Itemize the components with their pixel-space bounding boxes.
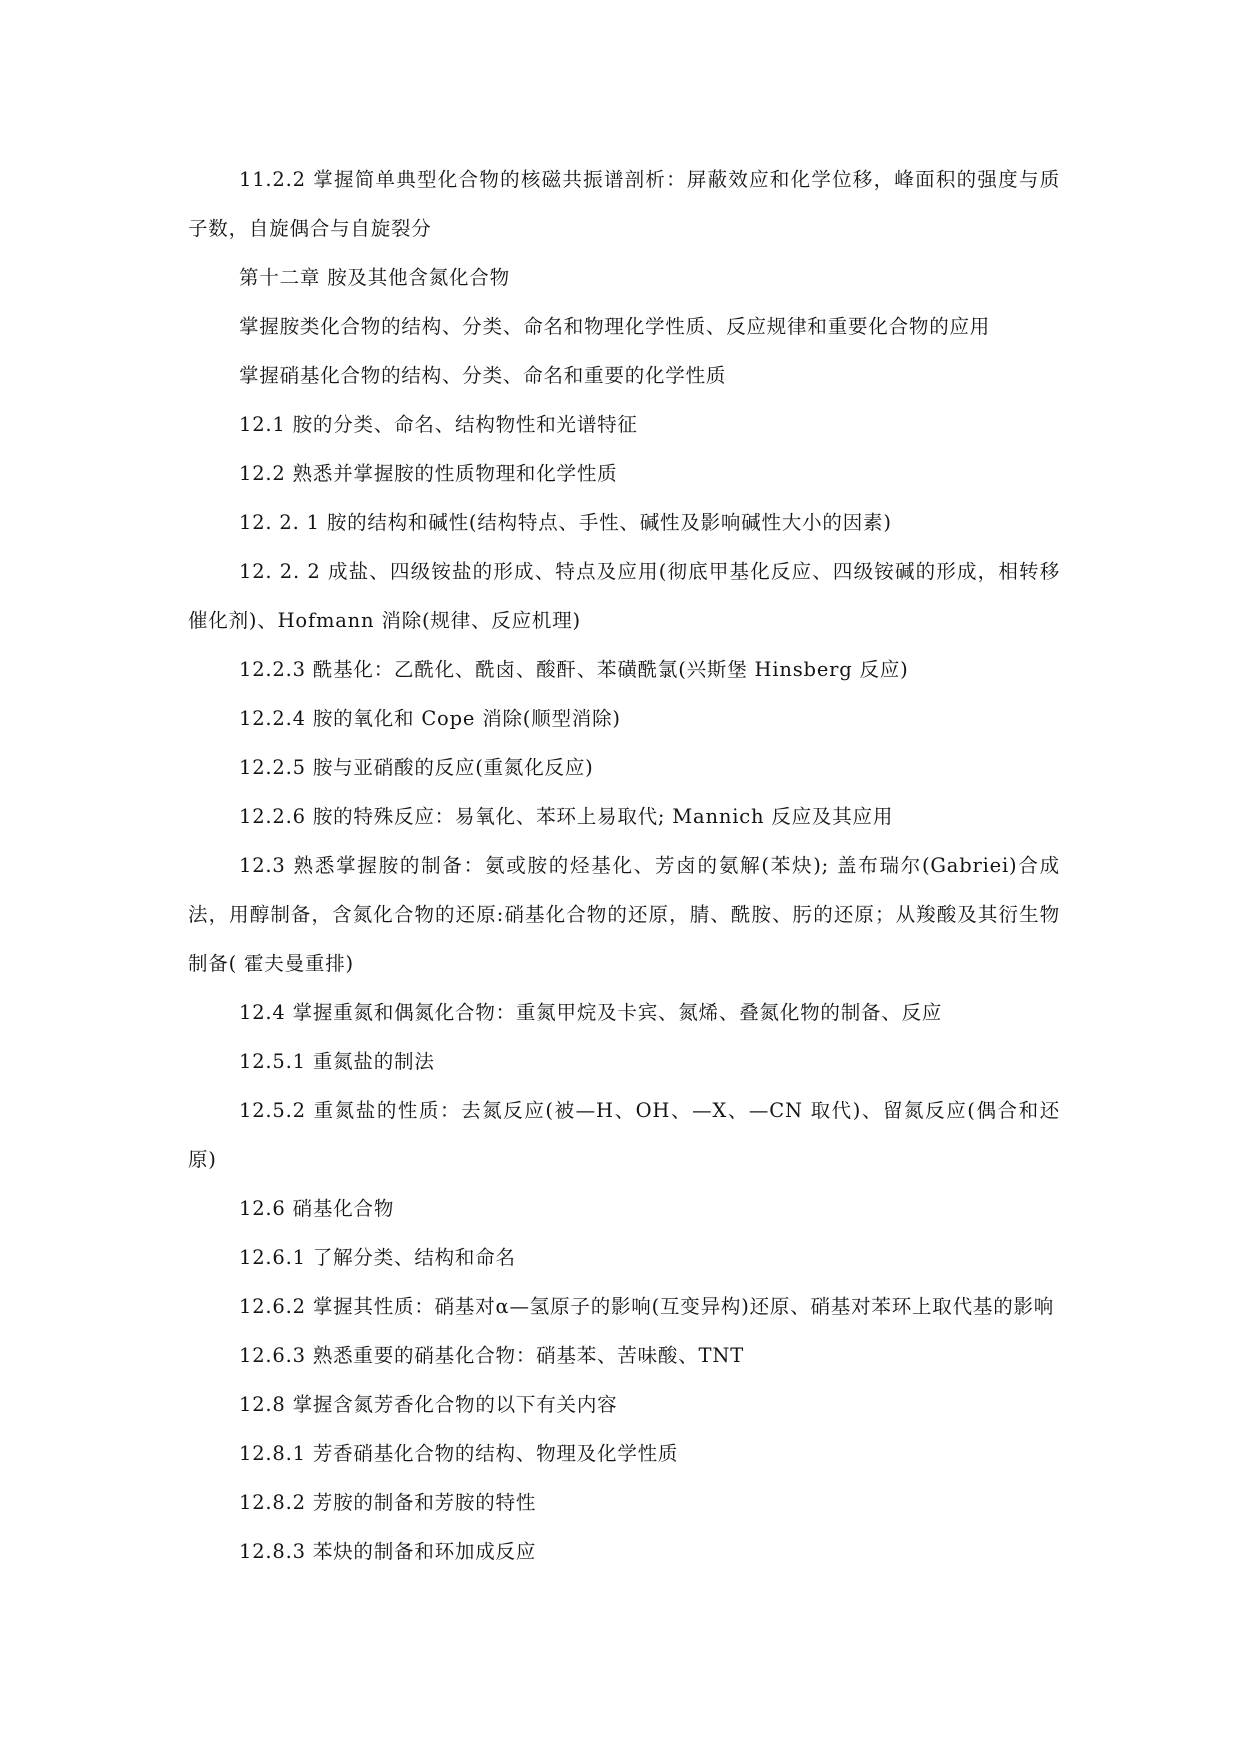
section-12-4: 12.4 掌握重氮和偶氮化合物：重氮甲烷及卡宾、氮烯、叠氮化物的制备、反应: [239, 1001, 943, 1024]
section-12-6-1: 12.6.1 了解分类、结构和命名: [239, 1246, 516, 1269]
document-body: [188, 155, 1060, 1576]
section-12-8-3: 12.8.3 苯炔的制备和环加成反应: [239, 1540, 537, 1563]
section-12-2-6: 12.2.6 胺的特殊反应：易氧化、苯环上易取代; Mannich 反应及其应用: [239, 805, 894, 828]
section-12-5-1: 12.5.1 重氮盐的制法: [239, 1050, 435, 1073]
section-12-1: 12.1 胺的分类、命名、结构物性和光谱特征: [239, 413, 638, 436]
section-12-2-1: 12. 2. 1 胺的结构和碱性(结构特点、手性、碱性及影响碱性大小的因素): [239, 511, 892, 534]
section-12-2-3: 12.2.3 酰基化：乙酰化、酰卤、酸酐、苯磺酰氯(兴斯堡 Hinsberg 反应): [239, 658, 909, 681]
section-12-5-2: 12.5.2 重氮盐的性质：去氮反应(被—H、OH、—X、—CN 取代)、留氮反应(偶合和还原): [188, 1099, 1060, 1171]
section-12-8-1: 12.8.1 芳香硝基化合物的结构、物理及化学性质: [239, 1442, 679, 1465]
section-12-3: 12.3 熟悉掌握胺的制备：氨或胺的烃基化、芳卤的氨解(苯炔); 盖布瑞尔(Gabriei)合成法，用醇制备，含氮化合物的还原:硝基化合物的还原，腈、酰胺、肟的还原；从羧酸及其衍生物制备( 霍夫曼重排): [188, 854, 1060, 975]
section-12-2: 12.2 熟悉并掌握胺的性质物理和化学性质: [239, 462, 618, 485]
paragraph-amine-objective: 掌握胺类化合物的结构、分类、命名和物理化学性质、反应规律和重要化合物的应用: [239, 315, 991, 338]
section-12-6-3: 12.6.3 熟悉重要的硝基化合物：硝基苯、苦味酸、TNT: [239, 1344, 744, 1367]
section-12-2-5: 12.2.5 胺与亚硝酸的反应(重氮化反应): [239, 756, 594, 779]
section-12-8-2: 12.8.2 芳胺的制备和芳胺的特性: [239, 1491, 537, 1514]
section-12-2-2: 12. 2. 2 成盐、四级铵盐的形成、特点及应用(彻底甲基化反应、四级铵碱的形成，相转移催化剂)、Hofmann 消除(规律、反应机理): [188, 560, 1060, 632]
section-12-8: 12.8 掌握含氮芳香化合物的以下有关内容: [239, 1393, 618, 1416]
paragraph-nmr-analysis: 11.2.2 掌握简单典型化合物的核磁共振谱剖析：屏蔽效应和化学位移，峰面积的强度与质子数，自旋偶合与自旋裂分: [188, 168, 1060, 240]
chapter-12-heading: 第十二章 胺及其他含氮化合物: [239, 266, 510, 289]
section-12-2-4: 12.2.4 胺的氧化和 Cope 消除(顺型消除): [239, 707, 621, 730]
paragraph-nitro-objective: 掌握硝基化合物的结构、分类、命名和重要的化学性质: [239, 364, 727, 387]
section-12-6-2: 12.6.2 掌握其性质：硝基对α—氢原子的影响(互变异构)还原、硝基对苯环上取代基的影响: [239, 1295, 1055, 1318]
section-12-6: 12.6 硝基化合物: [239, 1197, 395, 1220]
